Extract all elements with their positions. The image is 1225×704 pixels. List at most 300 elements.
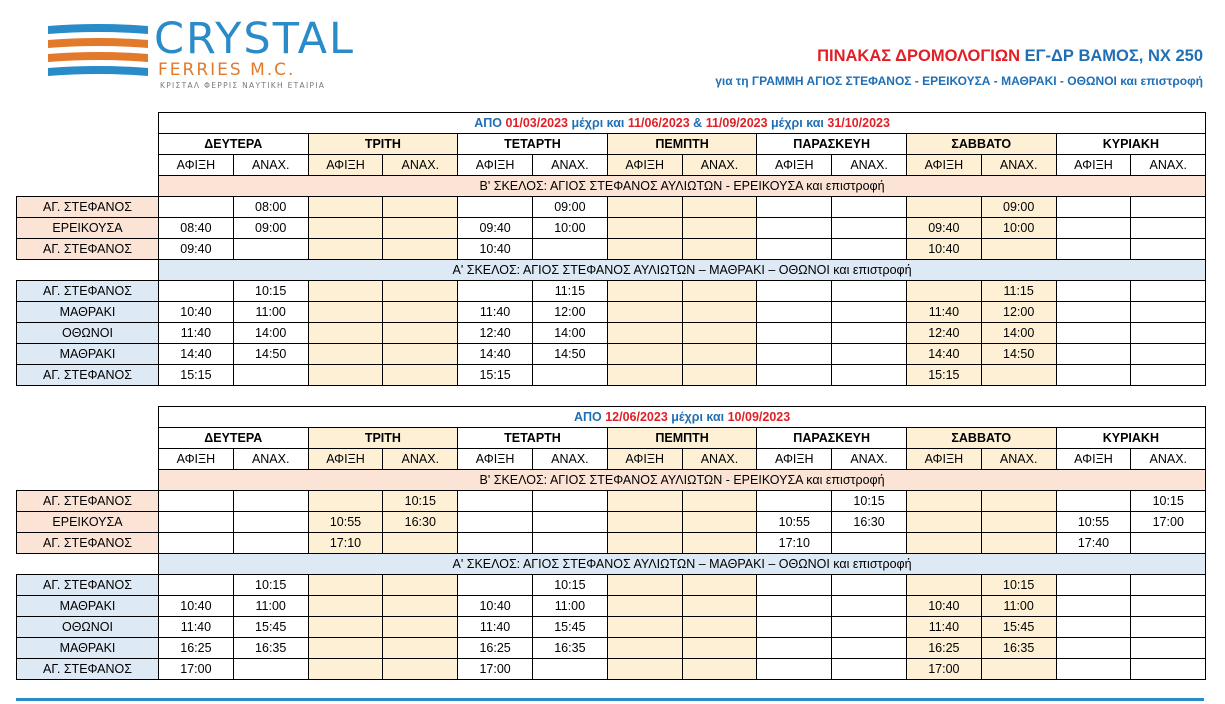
day-header: ΣΑΒΒΑΤΟ [906,428,1056,449]
time-cell [1131,533,1206,554]
day-header: ΚΥΡΙΑΚΗ [1056,428,1206,449]
day-row [17,134,1206,155]
time-cell [1056,302,1131,323]
time-cell [308,596,383,617]
time-cell: 09:40 [159,239,234,260]
time-cell [607,323,682,344]
time-cell [1056,491,1131,512]
time-cell [757,281,832,302]
time-cell [308,197,383,218]
time-cell: 10:15 [832,491,907,512]
time-cell: 10:40 [458,239,533,260]
time-cell [1131,302,1206,323]
time-cell: 16:35 [981,638,1056,659]
port-name: ΟΘΩΝΟΙ [17,617,159,638]
time-cell: 10:40 [458,596,533,617]
time-cell [1131,323,1206,344]
time-cell [458,491,533,512]
arrival-label: ΑΦΙΞΗ [1056,155,1131,176]
port-name: ΑΓ. ΣΤΕΦΑΝΟΣ [17,239,159,260]
time-cell [757,197,832,218]
departure-label: ΑΝΑΧ. [532,449,607,470]
time-cell: 10:00 [532,218,607,239]
time-cell: 11:40 [906,617,981,638]
table-row [17,512,1206,533]
time-cell [832,638,907,659]
table-row [17,365,1206,386]
time-cell [1131,239,1206,260]
time-cell [458,512,533,533]
time-cell [832,197,907,218]
time-cell [159,575,234,596]
time-cell [532,365,607,386]
time-cell: 17:00 [906,659,981,680]
arrival-label: ΑΦΙΞΗ [458,155,533,176]
table-row [17,638,1206,659]
time-cell: 14:50 [532,344,607,365]
arrival-label: ΑΦΙΞΗ [159,449,234,470]
time-cell [682,323,757,344]
period-segment: ΑΠΟ [474,116,506,130]
period-segment: 11/06/2023 [627,116,690,130]
time-cell [383,596,458,617]
time-cell [757,365,832,386]
time-cell [607,533,682,554]
time-cell [308,575,383,596]
time-cell [233,239,308,260]
arrival-label: ΑΦΙΞΗ [1056,449,1131,470]
time-cell [682,281,757,302]
time-cell: 10:40 [906,239,981,260]
departure-label: ΑΝΑΧ. [1131,155,1206,176]
time-cell: 11:15 [981,281,1056,302]
time-cell [383,617,458,638]
time-cell [682,218,757,239]
table-row [17,218,1206,239]
arrival-label: ΑΦΙΞΗ [308,155,383,176]
time-cell [233,512,308,533]
time-cell [383,365,458,386]
time-cell [832,617,907,638]
leg-title: Α' ΣΚΕΛΟΣ: ΑΓΙΟΣ ΣΤΕΦΑΝΟΣ ΑΥΛΙΩΤΩΝ – ΜΑΘΡΑΚΙ – ΟΘΩΝΟΙ και επιστροφή [159,260,1206,281]
time-cell [832,218,907,239]
period-segment: 01/03/2023 [505,116,568,130]
time-cell [607,575,682,596]
departure-label: ΑΝΑΧ. [233,449,308,470]
time-cell [682,491,757,512]
table-row [17,239,1206,260]
time-cell: 10:15 [981,575,1056,596]
leg-title-row [17,470,1206,491]
time-cell [607,596,682,617]
port-name: ΑΓ. ΣΤΕΦΑΝΟΣ [17,197,159,218]
day-header: ΤΡΙΤΗ [308,134,458,155]
time-cell: 09:40 [458,218,533,239]
time-cell [682,344,757,365]
corner-blank [17,407,159,428]
time-cell [458,281,533,302]
time-cell [832,596,907,617]
time-cell [682,302,757,323]
time-cell [757,638,832,659]
time-cell [607,281,682,302]
time-cell [682,197,757,218]
time-cell [1056,281,1131,302]
time-cell: 09:00 [233,218,308,239]
time-cell: 14:40 [159,344,234,365]
port-name: ΜΑΘΡΑΚΙ [17,638,159,659]
time-cell [981,239,1056,260]
time-cell: 08:40 [159,218,234,239]
time-cell: 16:35 [233,638,308,659]
time-cell [1131,596,1206,617]
time-cell [981,491,1056,512]
time-cell [607,512,682,533]
day-header: ΔΕΥΤΕΡΑ [159,134,309,155]
arrival-label: ΑΦΙΞΗ [906,449,981,470]
time-cell [383,239,458,260]
time-cell [757,323,832,344]
document-subtitle: για τη ΓΡΑΜΜΗ ΑΓΙΟΣ ΣΤΕΦΑΝΟΣ - ΕΡΕΙΚΟΥΣΑ - ΜΑΘΡΑΚΙ - ΟΘΩΝΟΙ και επιστροφή [715,74,1203,88]
time-cell [308,218,383,239]
schedule-table [16,112,1206,386]
time-cell [607,491,682,512]
arrival-label: ΑΦΙΞΗ [757,449,832,470]
time-cell: 10:00 [981,218,1056,239]
time-cell [682,533,757,554]
departure-label: ΑΝΑΧ. [682,449,757,470]
table-row [17,197,1206,218]
day-header: ΤΕΤΑΡΤΗ [458,428,608,449]
table-row [17,323,1206,344]
time-cell [383,638,458,659]
time-cell [383,533,458,554]
time-cell [308,617,383,638]
time-cell: 11:00 [532,596,607,617]
time-cell [832,533,907,554]
time-cell [906,533,981,554]
title-red-part: ΠΙΝΑΚΑΣ ΔΡΟΜΟΛΟΓΙΩΝ [817,47,1021,65]
time-cell [757,659,832,680]
time-cell: 16:30 [832,512,907,533]
port-name: ΑΓ. ΣΤΕΦΑΝΟΣ [17,281,159,302]
period-header [159,407,1206,428]
time-cell [682,659,757,680]
column-label-row [17,449,1206,470]
day-header: ΠΑΡΑΣΚΕΥΗ [757,134,907,155]
time-cell: 10:15 [532,575,607,596]
time-cell [757,596,832,617]
time-cell: 11:40 [159,617,234,638]
time-cell [458,197,533,218]
brand-sub: FERRIES M.C. [158,60,296,80]
time-cell [682,638,757,659]
departure-label: ΑΝΑΧ. [383,155,458,176]
time-cell [532,491,607,512]
leg-title-row [17,176,1206,197]
time-cell: 14:00 [981,323,1056,344]
time-cell [233,659,308,680]
brand-name: CRYSTAL [154,14,356,64]
port-name: ΑΓ. ΣΤΕΦΑΝΟΣ [17,575,159,596]
leg-title-row [17,554,1206,575]
corner-blank [17,554,159,575]
time-cell [906,512,981,533]
time-cell [981,365,1056,386]
time-cell [607,638,682,659]
arrival-label: ΑΦΙΞΗ [906,155,981,176]
time-cell [532,659,607,680]
corner-blank [17,134,159,155]
arrival-label: ΑΦΙΞΗ [458,449,533,470]
time-cell [757,239,832,260]
table-row [17,575,1206,596]
day-header: ΤΕΤΑΡΤΗ [458,134,608,155]
time-cell: 16:30 [383,512,458,533]
leg-title: Β' ΣΚΕΛΟΣ: ΑΓΙΟΣ ΣΤΕΦΑΝΟΣ ΑΥΛΙΩΤΩΝ - ΕΡΕΙΚΟΥΣΑ και επιστροφή [159,176,1206,197]
title-blue-part: ΕΓ-ΔΡ ΒΑΜΟΣ, ΝΧ 250 [1024,47,1203,65]
table-row [17,302,1206,323]
day-header: ΔΕΥΤΕΡΑ [159,428,309,449]
corner-blank [17,470,159,491]
time-cell [383,281,458,302]
time-cell [1056,218,1131,239]
time-cell: 08:00 [233,197,308,218]
time-cell [383,197,458,218]
time-cell: 11:40 [458,617,533,638]
time-cell [458,533,533,554]
time-cell: 14:50 [981,344,1056,365]
time-cell [1056,596,1131,617]
port-name: ΑΓ. ΣΤΕΦΑΝΟΣ [17,365,159,386]
time-cell [832,575,907,596]
table-row [17,344,1206,365]
time-cell: 11:40 [458,302,533,323]
time-cell [607,659,682,680]
arrival-label: ΑΦΙΞΗ [757,155,832,176]
time-cell: 10:40 [159,596,234,617]
time-cell [981,533,1056,554]
time-cell: 11:00 [233,596,308,617]
time-cell [383,659,458,680]
day-header: ΠΑΡΑΣΚΕΥΗ [757,428,907,449]
time-cell [682,575,757,596]
time-cell [383,302,458,323]
time-cell [1056,617,1131,638]
time-cell [682,365,757,386]
time-cell [607,218,682,239]
time-cell [757,344,832,365]
port-name: ΑΓ. ΣΤΕΦΑΝΟΣ [17,659,159,680]
time-cell [233,491,308,512]
time-cell: 10:15 [383,491,458,512]
time-cell [682,617,757,638]
time-cell [308,491,383,512]
brand-tagline: ΚΡΙΣΤΑΛ ΦΕΡΡΙΣ ΝΑΥΤΙΚΗ ΕΤΑΙΡΙΑ [160,81,326,90]
time-cell [308,323,383,344]
crystal-ferries-logo [46,14,376,94]
time-cell [1131,365,1206,386]
port-name: ΕΡΕΙΚΟΥΣΑ [17,218,159,239]
period-segment: & [689,116,706,130]
footer-divider [16,698,1204,701]
period-segment: 10/09/2023 [727,410,791,424]
time-cell [832,365,907,386]
leg-title: Α' ΣΚΕΛΟΣ: ΑΓΙΟΣ ΣΤΕΦΑΝΟΣ ΑΥΛΙΩΤΩΝ – ΜΑΘΡΑΚΙ – ΟΘΩΝΟΙ και επιστροφή [159,554,1206,575]
time-cell [981,659,1056,680]
time-cell [1131,659,1206,680]
time-cell [1056,659,1131,680]
time-cell: 16:35 [532,638,607,659]
day-header: ΠΕΜΠΤΗ [607,134,757,155]
time-cell [906,575,981,596]
period-segment: 12/06/2023 [605,410,668,424]
time-cell: 12:00 [981,302,1056,323]
day-header: ΤΡΙΤΗ [308,428,458,449]
corner-blank [17,176,159,197]
period-segment: 11/09/2023 [705,116,768,130]
time-cell [159,512,234,533]
time-cell: 14:40 [906,344,981,365]
time-cell [757,491,832,512]
time-cell: 17:00 [159,659,234,680]
period-segment: ΑΠΟ [573,410,606,424]
time-cell [159,197,234,218]
time-cell: 15:45 [233,617,308,638]
time-cell [832,323,907,344]
time-cell: 12:40 [458,323,533,344]
time-cell: 14:50 [233,344,308,365]
time-cell [383,575,458,596]
time-cell: 10:55 [1056,512,1131,533]
time-cell [1131,617,1206,638]
port-name: ΟΘΩΝΟΙ [17,323,159,344]
time-cell [607,344,682,365]
departure-label: ΑΝΑΧ. [682,155,757,176]
time-cell [906,197,981,218]
leg-title: Β' ΣΚΕΛΟΣ: ΑΓΙΟΣ ΣΤΕΦΑΝΟΣ ΑΥΛΙΩΤΩΝ - ΕΡΕΙΚΟΥΣΑ και επιστροφή [159,470,1206,491]
time-cell [383,218,458,239]
time-cell [906,281,981,302]
time-cell [1131,218,1206,239]
time-cell [757,218,832,239]
time-cell: 15:45 [981,617,1056,638]
time-cell: 11:15 [532,281,607,302]
time-cell [1056,239,1131,260]
period-segment: μέχρι και [767,116,828,130]
time-cell: 11:00 [233,302,308,323]
time-cell [832,659,907,680]
table-row [17,596,1206,617]
corner-blank [17,260,159,281]
time-cell: 15:15 [159,365,234,386]
time-cell [308,659,383,680]
table-row [17,281,1206,302]
table-row [17,533,1206,554]
time-cell: 15:15 [906,365,981,386]
arrival-label: ΑΦΙΞΗ [159,155,234,176]
time-cell [682,239,757,260]
time-cell [233,533,308,554]
time-cell: 09:00 [532,197,607,218]
port-name: ΜΑΘΡΑΚΙ [17,596,159,617]
time-cell: 14:00 [532,323,607,344]
port-name: ΜΑΘΡΑΚΙ [17,344,159,365]
departure-label: ΑΝΑΧ. [532,155,607,176]
time-cell [757,617,832,638]
corner-blank [17,428,159,449]
time-cell: 09:00 [981,197,1056,218]
time-cell [308,344,383,365]
time-cell [308,281,383,302]
time-cell [832,239,907,260]
time-cell [832,344,907,365]
time-cell [607,302,682,323]
time-cell: 12:00 [532,302,607,323]
time-cell: 17:00 [458,659,533,680]
time-cell [1056,365,1131,386]
time-cell [1056,197,1131,218]
time-cell [607,617,682,638]
table-row [17,491,1206,512]
time-cell [1131,638,1206,659]
wave-stripes-icon [46,22,150,82]
time-cell [233,365,308,386]
time-cell [607,197,682,218]
time-cell: 17:10 [308,533,383,554]
time-cell [308,239,383,260]
day-row [17,428,1206,449]
time-cell: 17:10 [757,533,832,554]
time-cell [981,512,1056,533]
time-cell [1131,281,1206,302]
time-cell: 11:40 [906,302,981,323]
time-cell [532,239,607,260]
time-cell: 14:00 [233,323,308,344]
departure-label: ΑΝΑΧ. [233,155,308,176]
time-cell: 10:15 [1131,491,1206,512]
time-cell: 15:15 [458,365,533,386]
arrival-label: ΑΦΙΞΗ [308,449,383,470]
port-name: ΑΓ. ΣΤΕΦΑΝΟΣ [17,533,159,554]
table-row [17,659,1206,680]
time-cell [832,302,907,323]
time-cell [607,239,682,260]
time-cell [1131,575,1206,596]
departure-label: ΑΝΑΧ. [383,449,458,470]
table-row [17,617,1206,638]
time-cell [757,302,832,323]
period-row [17,407,1206,428]
time-cell [607,365,682,386]
time-cell [1131,197,1206,218]
time-cell [1056,575,1131,596]
time-cell: 10:55 [308,512,383,533]
departure-label: ΑΝΑΧ. [981,449,1056,470]
time-cell: 11:00 [981,596,1056,617]
time-cell: 17:00 [1131,512,1206,533]
day-header: ΣΑΒΒΑΤΟ [906,134,1056,155]
time-cell [159,533,234,554]
schedule-table [16,406,1206,680]
corner-blank [17,113,159,134]
time-cell: 16:25 [458,638,533,659]
time-cell: 09:40 [906,218,981,239]
port-name: ΜΑΘΡΑΚΙ [17,302,159,323]
time-cell: 16:25 [906,638,981,659]
time-cell [532,533,607,554]
time-cell [1056,323,1131,344]
